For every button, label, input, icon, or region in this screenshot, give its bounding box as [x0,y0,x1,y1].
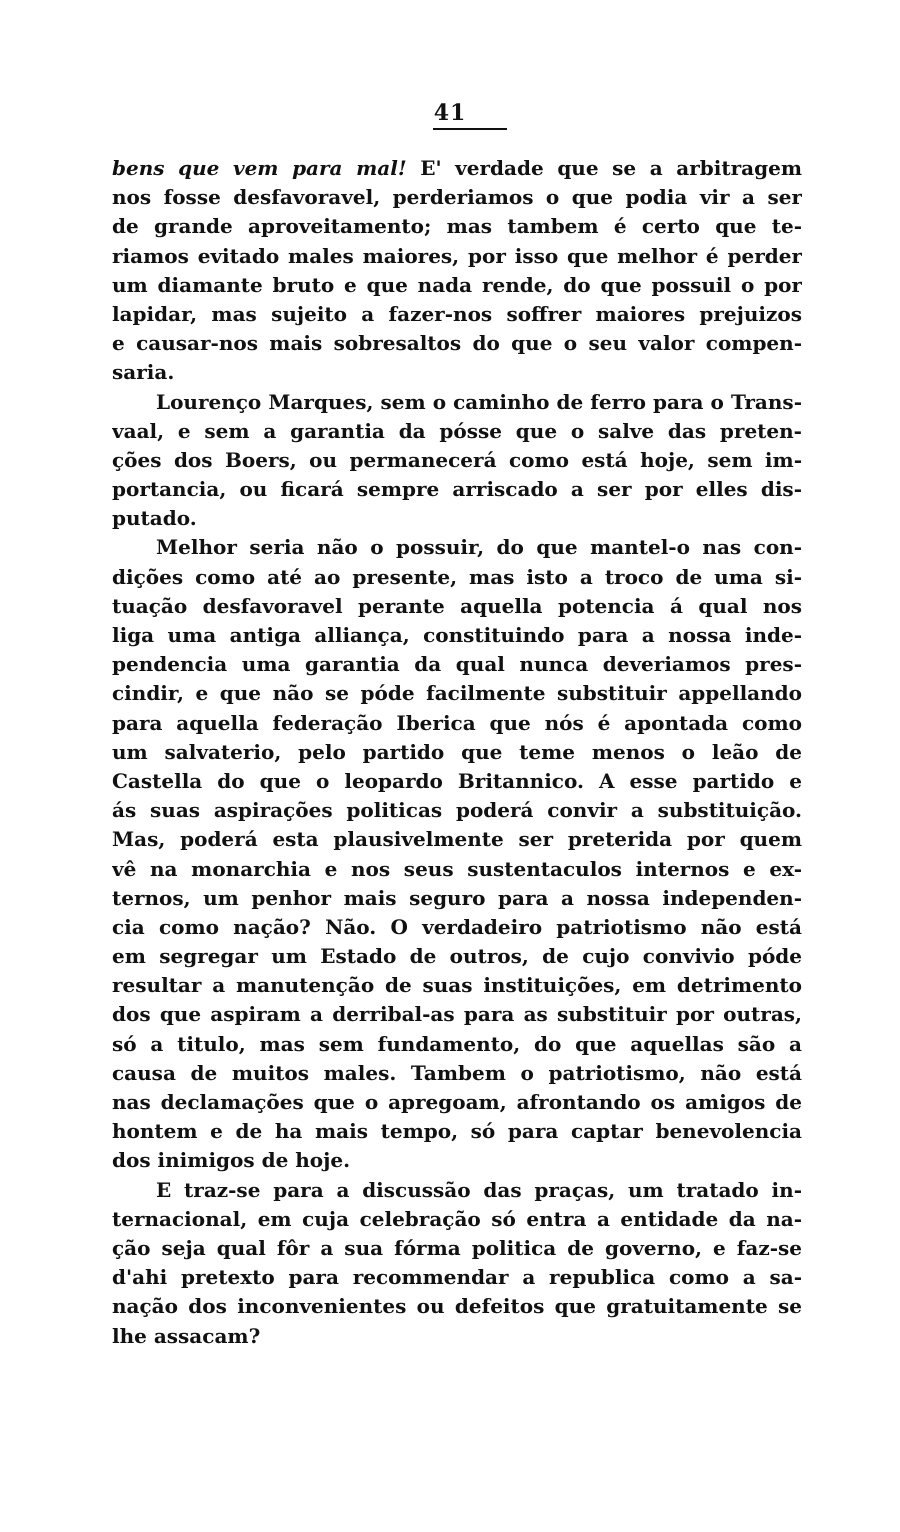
text-line: lapidar, mas sujeito a fazer-nos soffrer maiores prejuizos [112,301,802,326]
paragraph [112,1176,802,1351]
text-line: nas declamações que o apregoam, afrontando os amigos de [112,1090,802,1114]
paragraph [112,533,802,1175]
text-line: ás suas aspirações politicas poderá convir a substituição. [112,798,802,823]
text-line: ternos, um penhor mais seguro para a nossa independen- [112,885,802,910]
text-line: lhe assacam? [112,1323,261,1348]
text-line: Lourenço Marques, sem o caminho de ferro para o Trans- [156,389,802,414]
text-line: nos fosse desfavoravel, perderiamos o que podia vir a ser [112,185,802,210]
text-line: ções dos Boers, ou permanecerá como está hoje, sem im- [112,447,802,472]
text-line: pendencia uma garantia da qual nunca deveriamos pres- [112,652,802,677]
text-line: saria. [112,360,175,385]
text-line: dições como até ao presente, mas isto a troco de uma si- [112,564,802,589]
text-line: e causar-nos mais sobresaltos do que o seu valor compen- [112,331,802,356]
text-line: um salvaterio, pelo partido que teme menos o leão de [112,739,802,764]
body-text [112,154,802,1351]
text-line: de grande aproveitamento; mas tambem é certo que te- [112,214,802,239]
text-line: riamos evitado males maiores, por isso que melhor é perder [112,243,802,268]
text-line: ção seja qual fôr a sua fórma politica de governo, e faz-se [112,1235,802,1260]
text-line: para aquella federação Iberica que nós é apontada como [112,710,802,735]
page-number: 41 [433,100,467,126]
text-line: putado. [112,506,197,531]
text-line: Mas, poderá esta plausivelmente ser preterida por quem [112,827,802,852]
text-line: dos inimigos de hoje. [112,1148,351,1173]
text-line: Castella do que o leopardo Britannico. A esse partido e [112,768,802,793]
text-line: só a titulo, mas sem fundamento, do que aquellas são a [112,1031,802,1056]
text-line: dos que aspiram a derribal-as para as substituir por outras, [112,1002,802,1027]
text-line [112,154,802,183]
text-line: em segregar um Estado de outros, de cujo convivio póde [112,944,802,969]
text-line: ternacional, em cuja celebração só entra a entidade da na- [112,1206,802,1231]
page-number-rule [433,128,507,130]
text-line: cia como nação? Não. O verdadeiro patriotismo não está [112,914,802,939]
italic-phrase: bens que vem para mal! [112,156,407,180]
text-line: hontem e de ha mais tempo, só para captar benevolencia [112,1119,802,1144]
text-line: vê na monarchia e nos seus sustentaculos internos e ex- [112,856,802,881]
paragraph [112,388,802,534]
text-line: tuação desfavoravel perante aquella potencia á qual nos [112,593,802,618]
text-line: Melhor seria não o possuir, do que mantel-o nas con- [156,535,802,560]
text-line: liga uma antiga alliança, constituindo para a nossa inde- [112,623,802,647]
text-line: um diamante bruto e que nada rende, do que possuil o por [112,272,802,297]
text-line: causa de muitos males. Tambem o patriotismo, não está [112,1060,802,1085]
text-line: vaal, e sem a garantia da pósse que o salve das preten- [112,418,802,443]
line-text: E' verdade que se a arbitragem [406,156,802,180]
text-line: nação dos inconvenientes ou defeitos que gratuitamente se [112,1294,802,1319]
paragraph [112,154,802,388]
text-line: resultar a manutenção de suas instituições, em detrimento [112,973,802,998]
text-line: portancia, ou ficará sempre arriscado a ser por elles dis- [112,477,802,502]
text-line: d'ahi pretexto para recommendar a republica como a sa- [112,1265,802,1290]
text-line: cindir, e que não se póde facilmente substituir appellando [112,681,802,706]
text-line: E traz-se para a discussão das praças, um tratado in- [156,1177,802,1202]
